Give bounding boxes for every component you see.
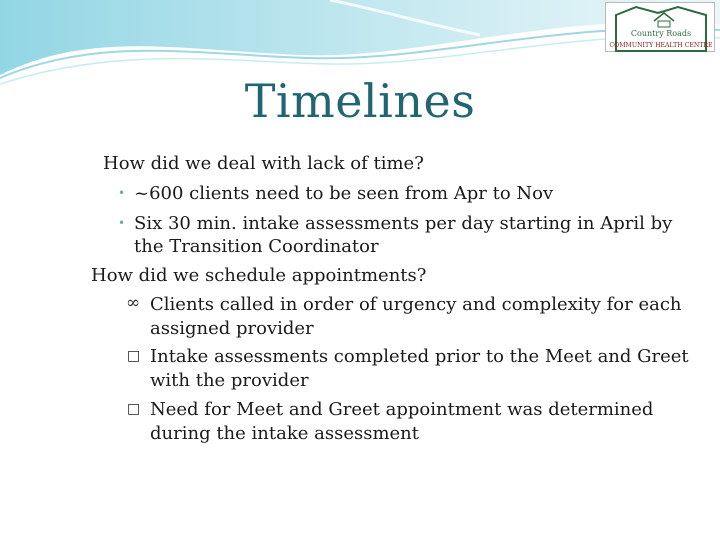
checkbox-bullet-icon: □ <box>127 348 141 364</box>
logo <box>605 2 715 52</box>
section2-bullet3-line2: during the intake assessment <box>150 423 419 444</box>
logo-emblem <box>606 3 716 53</box>
logo-line1: Country Roads <box>630 29 692 38</box>
section1-bullet2-line2: the Transition Coordinator <box>134 236 379 257</box>
section2-bullet3-line1: Need for Meet and Greet appointment was determined <box>150 399 654 420</box>
section1-heading: How did we deal with lack of time? <box>103 153 424 174</box>
infinity-bullet-icon: ∞ <box>126 293 141 313</box>
bullet-dot-icon: • <box>118 186 126 200</box>
section1-bullet2-line1: Six 30 min. intake assessments per day starting in April by <box>134 213 673 234</box>
logo-line2: COMMUNITY HEALTH CENTRE <box>609 42 713 49</box>
section1-bullet1-line1: ~600 clients need to be seen from Apr to Nov <box>134 183 554 204</box>
slide-title: Timelines <box>244 74 476 128</box>
checkbox-bullet-icon: □ <box>127 401 141 417</box>
section2-bullet1-line2: assigned provider <box>150 318 314 339</box>
section2-bullet1-line1: Clients called in order of urgency and complexity for each <box>150 294 682 315</box>
bullet-dot-icon: • <box>118 216 126 230</box>
section2-heading: How did we schedule appointments? <box>91 265 427 286</box>
section2-bullet2-line2: with the provider <box>150 370 309 391</box>
section2-bullet2-line1: Intake assessments completed prior to the Meet and Greet <box>150 346 689 367</box>
